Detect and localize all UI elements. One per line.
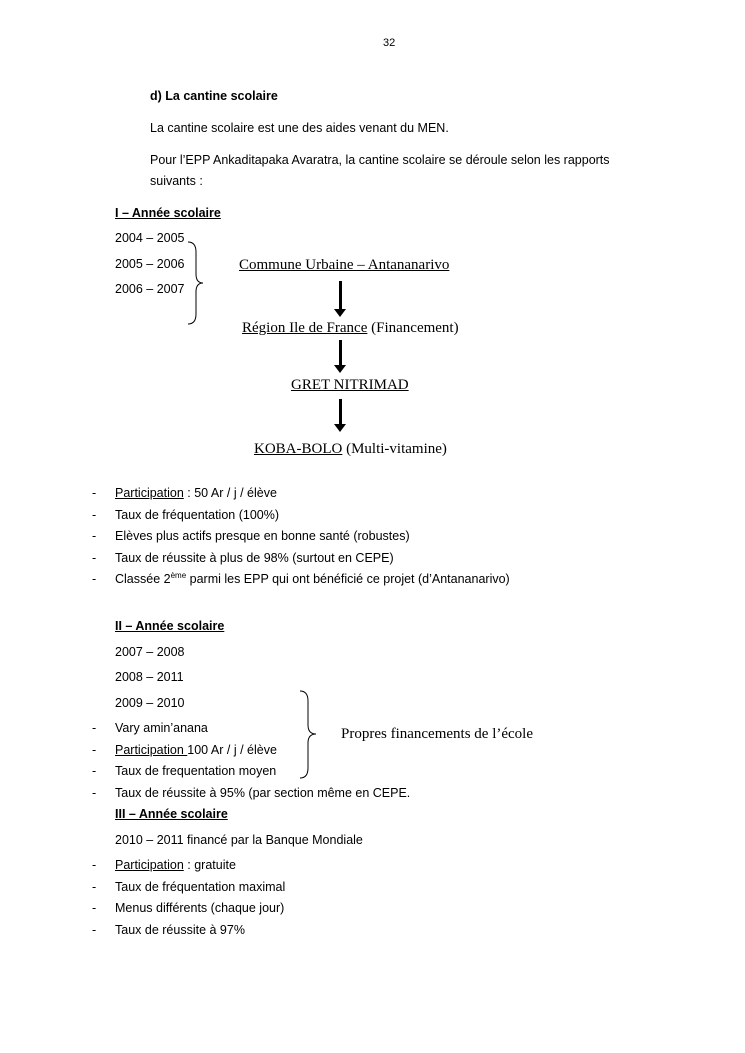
flow-koba: KOBA-BOLO (Multi-vitamine) — [254, 441, 447, 457]
page-number: 32 — [383, 37, 396, 49]
bullet-dash: - — [92, 551, 97, 565]
bullet-dash: - — [92, 880, 97, 894]
flow-commune: Commune Urbaine – Antananarivo — [239, 257, 450, 273]
flow-arrow-2 — [339, 340, 342, 367]
year1-bullet-2: Taux de fréquentation (100%) — [115, 508, 279, 522]
year1-year-1: 2004 – 2005 — [115, 231, 185, 245]
bullet-dash: - — [92, 721, 97, 735]
flow-arrow-3 — [339, 399, 342, 426]
section-heading: d) La cantine scolaire — [150, 89, 278, 103]
intro-line-3: suivants : — [150, 174, 203, 188]
bullet-dash: - — [92, 786, 97, 800]
year3-bullet-1: Participation : gratuite — [115, 858, 236, 872]
year2-year-3: 2009 – 2010 — [115, 696, 185, 710]
flow-arrow-1 — [339, 281, 342, 311]
bullet-dash: - — [92, 858, 97, 872]
year2-funding-note: Propres financements de l’école — [341, 726, 534, 742]
year2-bullet-1: Vary amin’anana — [115, 721, 208, 735]
year3-bullet-2: Taux de fréquentation maximal — [115, 880, 286, 894]
year1-brace — [186, 240, 206, 326]
year1-heading: I – Année scolaire — [115, 206, 221, 220]
year2-brace — [298, 689, 320, 781]
flow-region: Région Ile de France (Financement) — [242, 320, 459, 336]
year3-bullet-4: Taux de réussite à 97% — [115, 923, 245, 937]
year2-bullet-3: Taux de frequentation moyen — [115, 764, 277, 778]
year2-year-1: 2007 – 2008 — [115, 645, 185, 659]
year3-bullet-3: Menus différents (chaque jour) — [115, 901, 285, 915]
bullet-dash: - — [92, 508, 97, 522]
year1-bullet-5: Classée 2ème parmi les EPP qui ont bénéficié ce projet (d’Antananarivo) — [115, 570, 510, 586]
intro-line-2: Pour l’EPP Ankaditapaka Avaratra, la cantine scolaire se déroule selon les rapports — [150, 153, 610, 167]
year2-bullet-4: Taux de réussite à 95% (par section même en CEPE. — [115, 786, 411, 800]
bullet-dash: - — [92, 764, 97, 778]
year3-years: 2010 – 2011 financé par la Banque Mondiale — [115, 833, 363, 847]
year1-year-3: 2006 – 2007 — [115, 282, 185, 296]
bullet-dash: - — [92, 486, 97, 500]
year1-year-2: 2005 – 2006 — [115, 257, 185, 271]
bullet-dash: - — [92, 901, 97, 915]
flow-gret: GRET NITRIMAD — [291, 377, 409, 393]
year1-bullet-3: Elèves plus actifs presque en bonne santé (robustes) — [115, 529, 410, 543]
intro-line-1: La cantine scolaire est une des aides venant du MEN. — [150, 121, 449, 135]
year2-heading: II – Année scolaire — [115, 619, 225, 633]
year2-year-2: 2008 – 2011 — [115, 670, 184, 684]
bullet-dash: - — [92, 572, 97, 586]
bullet-dash: - — [92, 923, 97, 937]
bullet-dash: - — [92, 743, 97, 757]
year2-bullet-2: Participation 100 Ar / j / élève — [115, 743, 277, 757]
year1-bullet-1: Participation : 50 Ar / j / élève — [115, 486, 277, 500]
year1-bullet-4: Taux de réussite à plus de 98% (surtout en CEPE) — [115, 551, 394, 565]
bullet-dash: - — [92, 529, 97, 543]
year3-heading: III – Année scolaire — [115, 807, 228, 821]
